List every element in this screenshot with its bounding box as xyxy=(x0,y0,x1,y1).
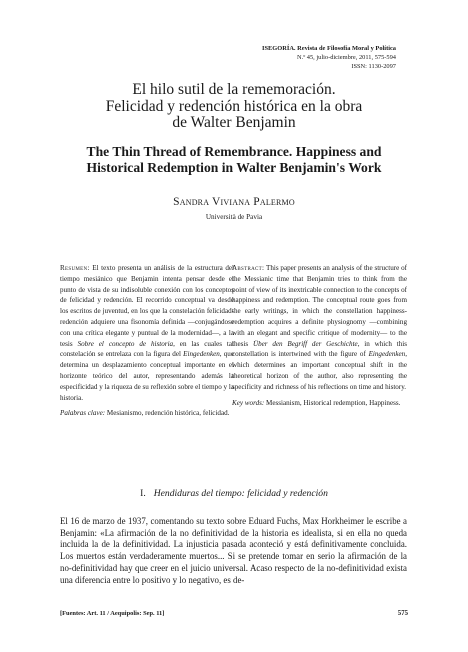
abstract-en-italic-b: Eingedenken xyxy=(368,350,406,359)
author-name: Sandra Viviana Palermo xyxy=(173,196,295,208)
title-es-line-3: de Walter Benjamin xyxy=(172,114,296,131)
keywords-es-text: Mesianismo, redención histórica, felicidad. xyxy=(106,409,230,418)
abstract-spanish xyxy=(60,263,234,419)
abstract-en-part-a: This paper presents an analysis of the structure of the Messianic time that Benjamin tries to think from the point of view of its inextricable connection to the concepts of happiness and redemption. The conceptual route goes from the early writings, in which the constellation happiness-redemption acquires a definite physiognomy —combining with an elegant and specific critique of modernity— to the thesis xyxy=(232,264,407,348)
body-paragraph: El 16 de marzo de 1937, comentando su texto sobre Eduard Fuchs, Max Horkheimer le escribe a Benjamin: «La afirmación de la no definitividad de la historia es idealista, si en ella no queda incluida la de la definitividad. La injusticia pasada aconteció y está definitivamente concluida. Los muertos están verdaderamente muertos... Si se pretende tomar en serio la afirmación de la no-definitividad hay que creer en el juicio universal. Acaso respecto de la no-definitividad exista una diferencia entre lo positivo y lo negativo, es de- xyxy=(60,516,407,585)
abstract-es-part-c: , que determina un desplazamiento conceptual importante en el horizonte teórico del autor, representando además la especificidad y la riqueza de su reflexión sobre el tiempo y la historia. xyxy=(60,350,234,402)
abstract-en-part-b: , in which this constellation is intertwined with the figure of xyxy=(232,339,407,359)
abstract-english xyxy=(232,263,407,408)
abstract-es-italic-b: Eingedenken xyxy=(183,350,220,359)
journal-name: Revista de Filosofía Moral y Política xyxy=(297,45,396,52)
abstract-en-italic-a: Über den Begriff der Geschichte xyxy=(252,339,358,348)
abstract-en-lead: Abstract: xyxy=(232,264,265,272)
title-en-line-2: Historical Redemption in Walter Benjamin's Work xyxy=(86,160,382,175)
title-es-line-2: Felicidad y redención histórica en la obra xyxy=(105,97,363,115)
section-number: I. xyxy=(140,488,146,499)
footer-reference: [Fuentes: Art. 11 / Aequipolis: Sep. 11] xyxy=(60,610,165,617)
abstract-es-text xyxy=(60,263,234,403)
journal-issue: N.º 45, julio-diciembre, 2011, 575-594 xyxy=(296,54,396,61)
journal-issn: ISSN: 1130-2097 xyxy=(351,63,396,70)
keywords-es-label: Palabras clave: xyxy=(60,409,106,418)
article-title-spanish xyxy=(0,82,468,132)
author-affiliation: Università de Pavia xyxy=(205,213,263,221)
article-title-english xyxy=(0,144,468,176)
title-es-line-1: El hilo sutil de la rememoración. xyxy=(132,81,336,98)
keywords-en-label: Key words: xyxy=(232,398,265,407)
keywords-en-text: Messianism, Historical redemption, Happiness. xyxy=(266,398,401,407)
section-title: Hendiduras del tiempo: felicidad y redención xyxy=(153,488,328,499)
keywords-spanish xyxy=(60,408,234,419)
abstract-es-part-b: , en las cuales tal constelación se entrelaza con la figura del xyxy=(60,339,235,359)
title-en-line-1: The Thin Thread of Remembrance. Happiness and xyxy=(86,144,382,159)
journal-header xyxy=(262,44,396,71)
abstract-en-part-c: , which determines an important conceptual shift in the theoretical horizon of the author, also representing the specificity and richness of his reflections on time and history. xyxy=(232,350,407,391)
journal-acronym: ISEGORÍA. xyxy=(261,45,296,52)
abstract-es-lead: Resumen: xyxy=(60,264,90,272)
keywords-english xyxy=(232,398,407,409)
page-number: 575 xyxy=(397,610,408,617)
abstract-en-text xyxy=(232,263,407,393)
abstract-es-italic-a: Sobre el concepto de historia xyxy=(77,339,174,348)
section-heading xyxy=(0,488,468,499)
abstract-es-part-a: El texto presenta un análisis de la estructura del tiempo mesiánico que Benjamin intenta pensar desde el punto de vista de su indisoluble conexión con los conceptos de felicidad y redención. El recorrido conceptual va desde los escritos de juventud, en los que la constelación felicidad-redención adquiere una fisonomía definida —conjugándose con una crítica elegante y puntual de la modernidad—, a la tesis xyxy=(60,264,234,348)
